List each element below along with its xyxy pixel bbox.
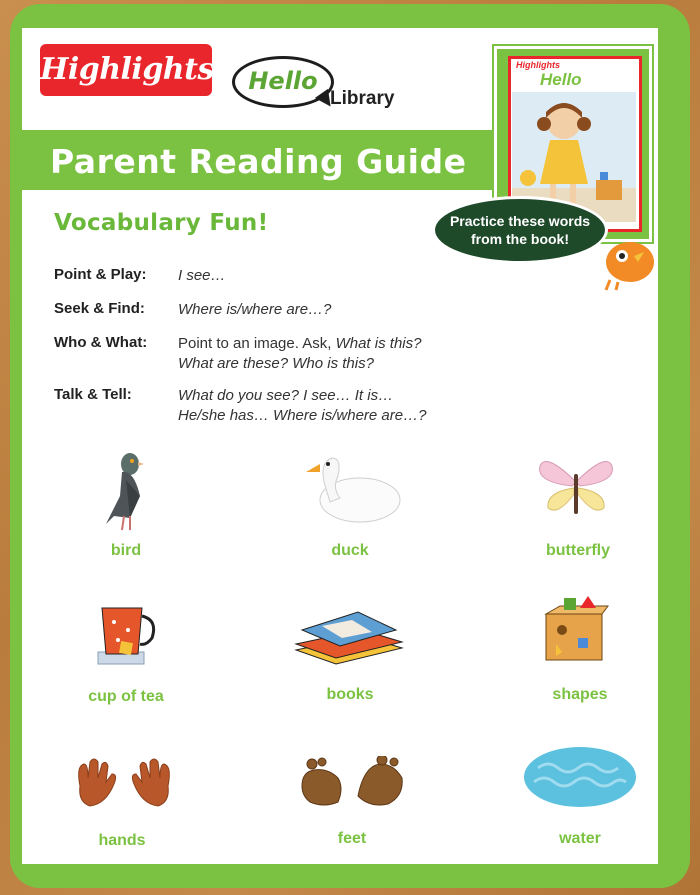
prompt-text-line-2: He/she has… Where is/where are…?: [178, 407, 427, 424]
vocabulary-fun-heading: Vocabulary Fun!: [54, 210, 269, 236]
practice-callout: [432, 196, 608, 264]
vocab-item-duck: [270, 542, 430, 560]
prompt-text: I see…: [178, 267, 226, 284]
orange-bird-icon: [598, 232, 662, 292]
feet-icon: [298, 756, 408, 812]
duck-icon: [302, 452, 402, 526]
teacup-icon: [94, 598, 160, 670]
prompt-prefix: Point to an image. Ask,: [178, 335, 332, 352]
vocab-word: feet: [337, 830, 367, 847]
callout-line-2: from the book!: [471, 231, 569, 247]
highlights-logo: Highlights: [40, 44, 212, 96]
vocab-item-butterfly: [498, 542, 658, 560]
vocab-word: duck: [331, 542, 369, 559]
book-cover-logo: Highlights: [516, 60, 560, 70]
vocab-word: cup of tea: [88, 688, 164, 705]
prompt-text: What is this?: [335, 335, 422, 352]
vocab-word: hands: [98, 832, 146, 849]
prompt-text: Where is/where are…?: [178, 301, 332, 318]
prompt-text-line-2: What are these? Who is this?: [178, 355, 374, 372]
butterfly-icon: [536, 452, 616, 520]
vocab-item-water: [500, 830, 660, 848]
book-cover-hello: Hello: [540, 70, 582, 89]
vocab-item-bird: [46, 542, 206, 560]
vocab-word: shapes: [552, 686, 608, 703]
vocab-item-books: [270, 686, 430, 704]
prompt-label: Seek & Find:: [54, 300, 145, 317]
water-icon: [522, 744, 638, 810]
hands-icon: [66, 756, 182, 814]
vocab-item-feet: [272, 830, 432, 848]
vocab-word: bird: [110, 542, 142, 559]
hello-logo-text: Hello: [248, 67, 318, 95]
prompt-label: Point & Play:: [54, 266, 147, 283]
pigeon-icon: [100, 446, 152, 532]
vocab-word: books: [326, 686, 374, 703]
prompt-label: Talk & Tell:: [54, 386, 132, 403]
vocab-item-hands: [42, 832, 202, 850]
vocab-item-cup-of-tea: [46, 688, 206, 706]
prompt-label: Who & What:: [54, 334, 148, 351]
vocab-item-shapes: [500, 686, 660, 704]
vocab-word: butterfly: [546, 542, 610, 559]
vocab-word: water: [559, 830, 601, 847]
callout-line-1: Practice these words: [449, 213, 591, 229]
prompt-text: What do you see? I see… It is…: [178, 387, 394, 404]
library-text: Library: [330, 88, 395, 109]
shape-sorter-icon: [542, 594, 612, 664]
page-title: Parent Reading Guide: [50, 142, 467, 181]
books-icon: [292, 606, 406, 672]
